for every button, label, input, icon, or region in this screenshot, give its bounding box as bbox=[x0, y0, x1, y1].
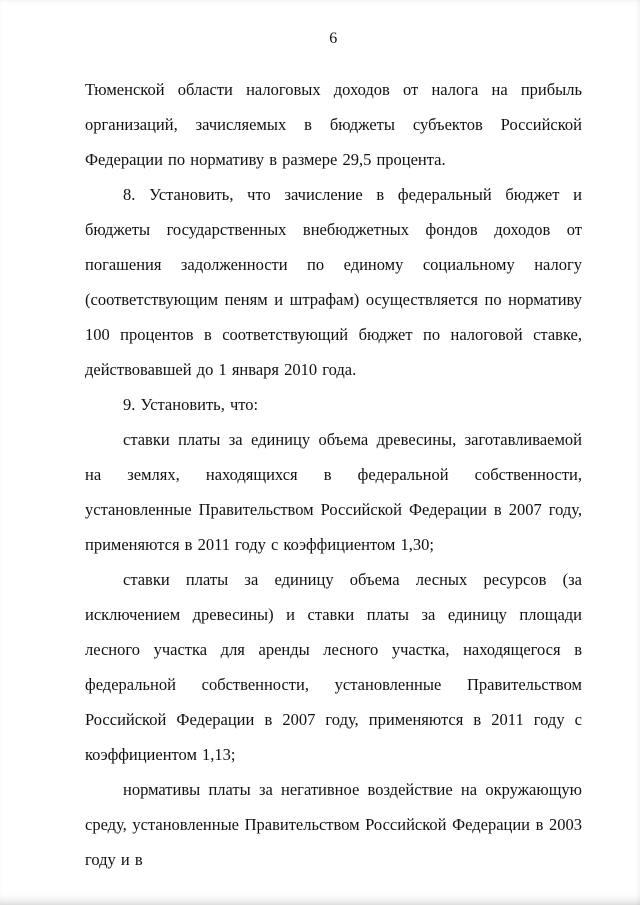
paragraph: 9. Установить, что: bbox=[123, 395, 259, 414]
paragraph: Тюменской области налоговых доходов от налога на прибыль организаций, зачисляемых в бюджеты субъектов Российской Федерации по нормативу в размере 29,5 процента. bbox=[85, 80, 582, 169]
paragraph: ставки платы за единицу объема древесины, заготавливаемой на землях, находящихся в федеральной собственности, установленные Правительством Российской Федерации в 2007 году, применяются в 2011 году с коэффициентом 1,30; bbox=[85, 430, 582, 554]
document-body bbox=[85, 72, 582, 877]
paragraph: нормативы платы за негативное воздействие на окружающую среду, установленные Правительством Российской Федерации в 2003 году и в bbox=[85, 780, 582, 869]
paragraph: 8. Установить, что зачисление в федеральный бюджет и бюджеты государственных внебюджетных фондов доходов от погашения задолженности по единому социальному налогу (соответствующим пеням и штрафам) осуществляется по нормативу 100 процентов в соответствующий бюджет по налоговой ставке, действовавшей до 1 января 2010 года. bbox=[85, 185, 582, 379]
paragraph: ставки платы за единицу объема лесных ресурсов (за исключением древесины) и ставки платы за единицу площади лесного участка для аренды лесного участка, находящегося в федеральной собственности, установленные Правительством Российской Федерации в 2007 году, применяются в 2011 году с коэффициентом 1,13; bbox=[85, 570, 582, 764]
page-number: 6 bbox=[329, 30, 338, 47]
